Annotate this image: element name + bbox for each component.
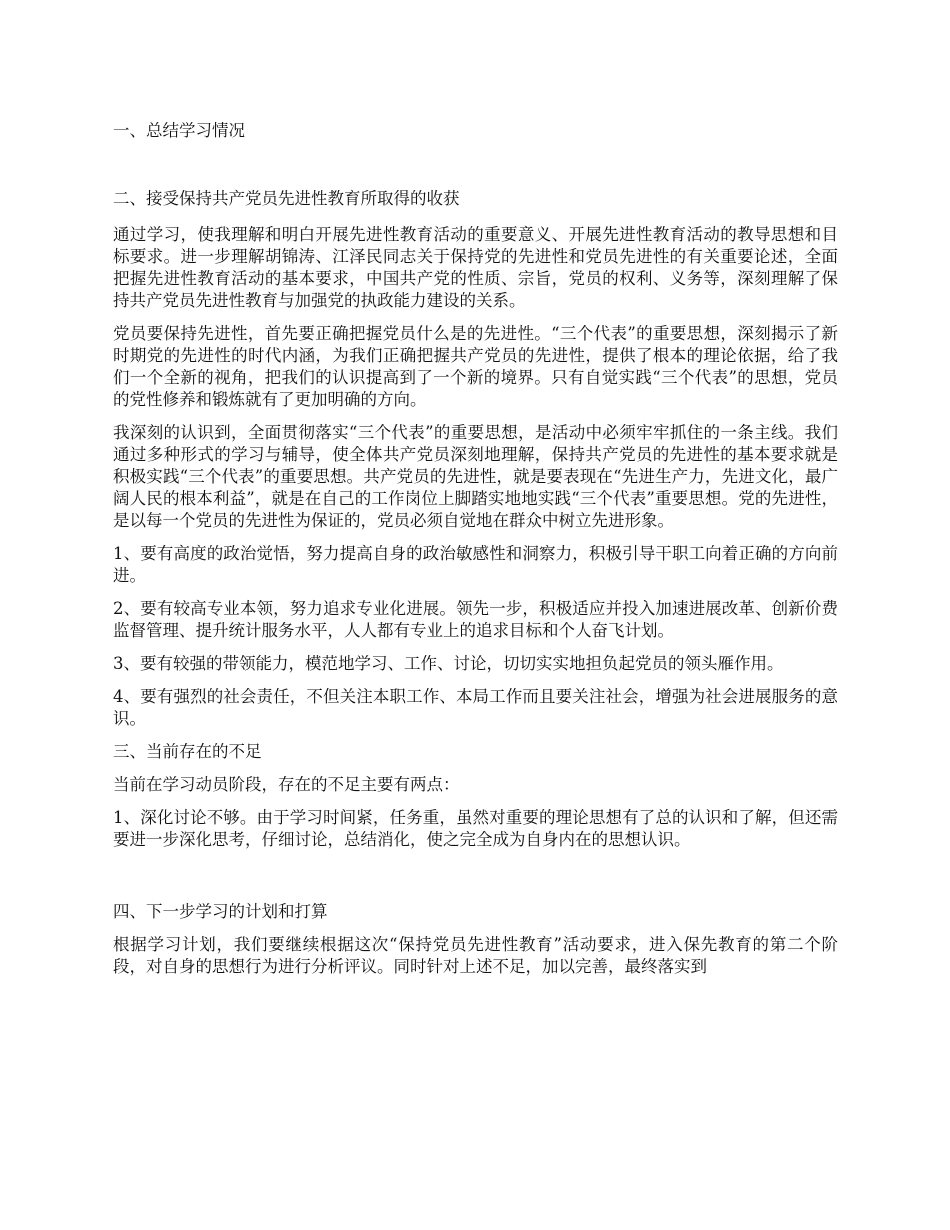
section-heading-4: 四、下一步学习的计划和打算 xyxy=(113,902,328,921)
section-heading-1: 一、总结学习情况 xyxy=(113,121,245,140)
list-item-leadership: 3、要有较强的带领能力，模范地学习、工作、讨论，切切实实地担负起党员的领头雁作用。 xyxy=(113,654,784,673)
document-body xyxy=(113,120,838,978)
paragraph-main-line: 我深刻的认识到，全面贯彻落实“三个代表”的重要思想，是活动中必须牢牢抓住的一条主线。我们通过多种形式的学习与辅导，使全体共产党员深刻地理解，保持共产党员的先进性的基本要求就是积极实践“三个代表”的重要思想。共产党员的先进性，就是要表现在“先进生产力，先进文化，最广阔人民的根本利益”，就是在自己的工作岗位上脚踏实地地实践“三个代表”重要思想。党的先进性，是以每一个党员的先进性为保证的，党员必须自觉地在群众中树立先进形象。 xyxy=(113,423,838,530)
paragraph-learning-outcome: 通过学习，使我理解和明白开展先进性教育活动的重要意义、开展先进性教育活动的教导思想和目标要求。进一步理解胡锦涛、江泽民同志关于保持党的先进性和党员先进性的有关重要论述，全面把握先进性教育活动的基本要求，中国共产党的性质、宗旨，党员的权利、义务等，深刻理解了保持共产党员先进性教育与加强党的执政能力建设的关系。 xyxy=(113,225,838,310)
section-heading-2: 二、接受保持共产党员先进性教育所取得的收获 xyxy=(113,189,460,208)
list-item-social-responsibility: 4、要有强烈的社会责任，不但关注本职工作、本局工作而且要关注社会，增强为社会进展服务的意识。 xyxy=(113,687,838,728)
paragraph-next-plan: 根据学习计划，我们要继续根据这次“保持党员先进性教育”活动要求，进入保先教育的第二个阶段，对自身的思想行为进行分析评议。同时针对上述不足，加以完善，最终落实到 xyxy=(113,935,838,976)
list-item-political-awareness: 1、要有高度的政治觉悟，努力提高自身的政治敏感性和洞察力，积极引导干职工向着正确的方向前进。 xyxy=(113,544,838,585)
paragraph-shortcomings-intro: 当前在学习动员阶段，存在的不足主要有两点： xyxy=(113,775,460,794)
section-heading-3: 三、当前存在的不足 xyxy=(113,742,262,761)
list-item-professional-skill: 2、要有较高专业本领，努力追求专业化进展。领先一步，积极适应并投入加速进展改革、创新价费监督管理、提升统计服务水平，人人都有专业上的追求目标和个人奋飞计划。 xyxy=(113,599,838,640)
paragraph-three-represents: 党员要保持先进性，首先要正确把握党员什么是的先进性。“三个代表”的重要思想，深刻揭示了新时期党的先进性的时代内涵，为我们正确把握共产党员的先进性，提供了根本的理论依据，给了我们一个全新的视角，把我们的认识提高到了一个新的境界。只有自觉实践“三个代表”的思想，党员的党性修养和锻炼就有了更加明确的方向。 xyxy=(113,324,838,409)
list-item-insufficient-discussion: 1、深化讨论不够。由于学习时间紧，任务重，虽然对重要的理论思想有了总的认识和了解，但还需要进一步深化思考，仔细讨论，总结消化，使之完全成为自身内在的思想认识。 xyxy=(113,808,838,849)
